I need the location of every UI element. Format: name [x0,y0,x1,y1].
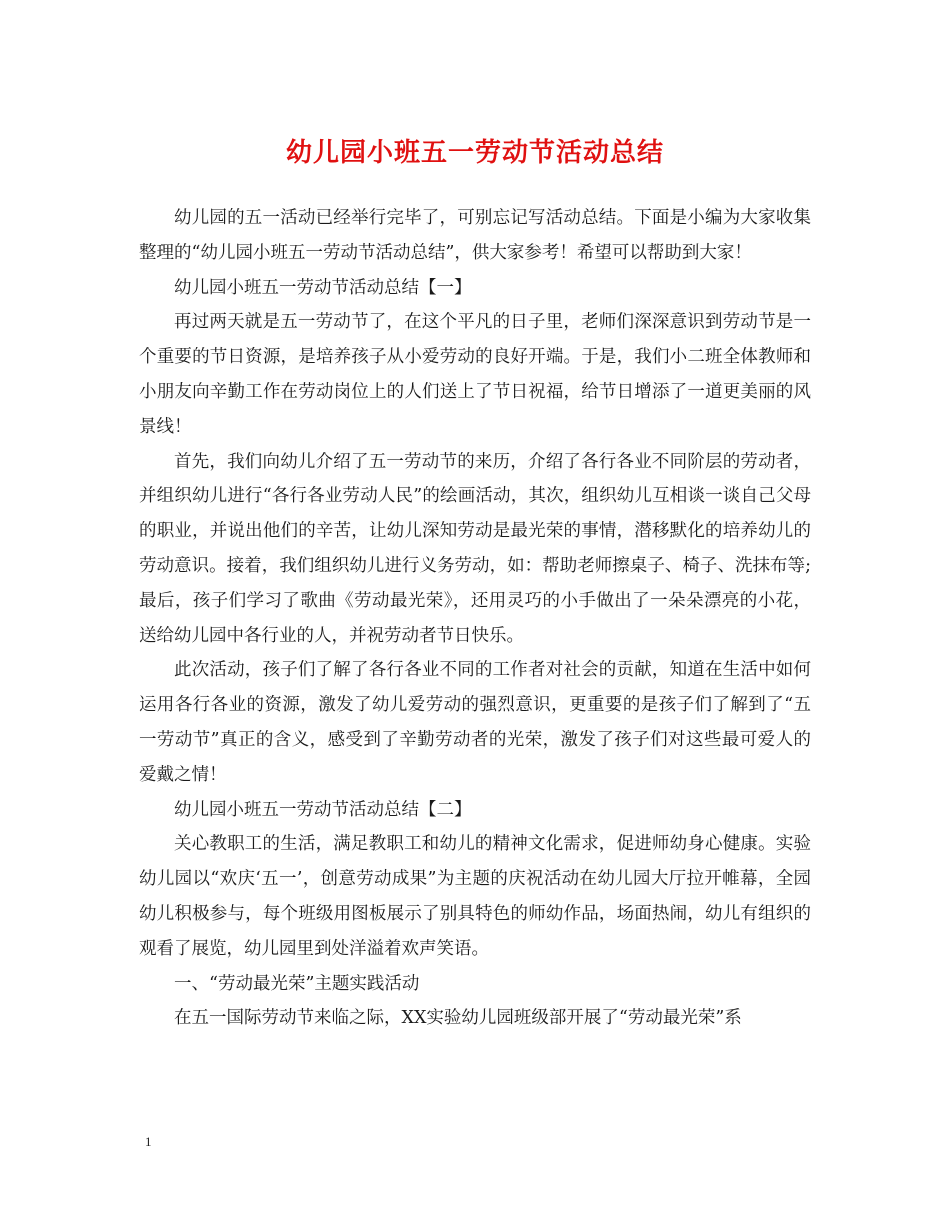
body-paragraph: 首先，我们向幼儿介绍了五一劳动节的来历，介绍了各行各业不同阶层的劳动者，并组织幼儿进行“各行各业劳动人民”的绘画活动，其次，组织幼儿互相谈一谈自己父母的职业，并说出他们的辛苦，让幼儿深知劳动是最光荣的事情，潜移默化的培养幼儿的劳动意识。接着，我们组织幼儿进行义务劳动，如：帮助老师擦桌子、椅子、洗抹布等;最后，孩子们学习了歌曲《劳动最光荣》，还用灵巧的小手做出了一朵朵漂亮的小花，送给幼儿园中各行业的人，并祝劳动者节日快乐。 [139,451,811,646]
section-heading-two: 幼儿园小班五一劳动节活动总结【二】 [174,799,472,820]
body-paragraph: 关心教职工的生活，满足教职工和幼儿的精神文化需求，促进师幼身心健康。实验幼儿园以“欢庆‘五一’，创意劳动成果”为主题的庆祝活动在幼儿园大厅拉开帷幕，全园幼儿积极参与，每个班级用图板展示了别具特色的师幼作品，场面热闹，幼儿有组织的观看了展览，幼儿园里到处洋溢着欢声笑语。 [139,834,811,959]
body-paragraph: 再过两天就是五一劳动节了，在这个平凡的日子里，老师们深深意识到劳动节是一个重要的节日资源，是培养孩子从小爱劳动的良好开端。于是，我们小二班全体教师和小朋友向辛勤工作在劳动岗位上的人们送上了节日祝福，给节日增添了一道更美丽的风景线！ [139,312,811,437]
document-body [139,201,811,1036]
intro-paragraph: 幼儿园的五一活动已经举行完毕了，可别忘记写活动总结。下面是小编为大家收集整理的“幼儿园小班五一劳动节活动总结”，供大家参考！希望可以帮助到大家！ [139,208,811,263]
document-title: 幼儿园小班五一劳动节活动总结 [285,138,664,168]
section-heading-one: 幼儿园小班五一劳动节活动总结【一】 [174,277,472,298]
body-paragraph: 在五一国际劳动节来临之际，XX实验幼儿园班级部开展了“劳动最光荣”系 [174,1008,742,1029]
page-number: 1 [145,1134,152,1149]
subsection-heading: 一、“劳动最光荣”主题实践活动 [174,973,420,994]
body-paragraph: 此次活动，孩子们了解了各行各业不同的工作者对社会的贡献，知道在生活中如何运用各行各业的资源，激发了幼儿爱劳动的强烈意识，更重要的是孩子们了解到了“五一劳动节”真正的含义，感受到了辛勤劳动者的光荣，激发了孩子们对这些最可爱人的爱戴之情！ [139,660,811,785]
